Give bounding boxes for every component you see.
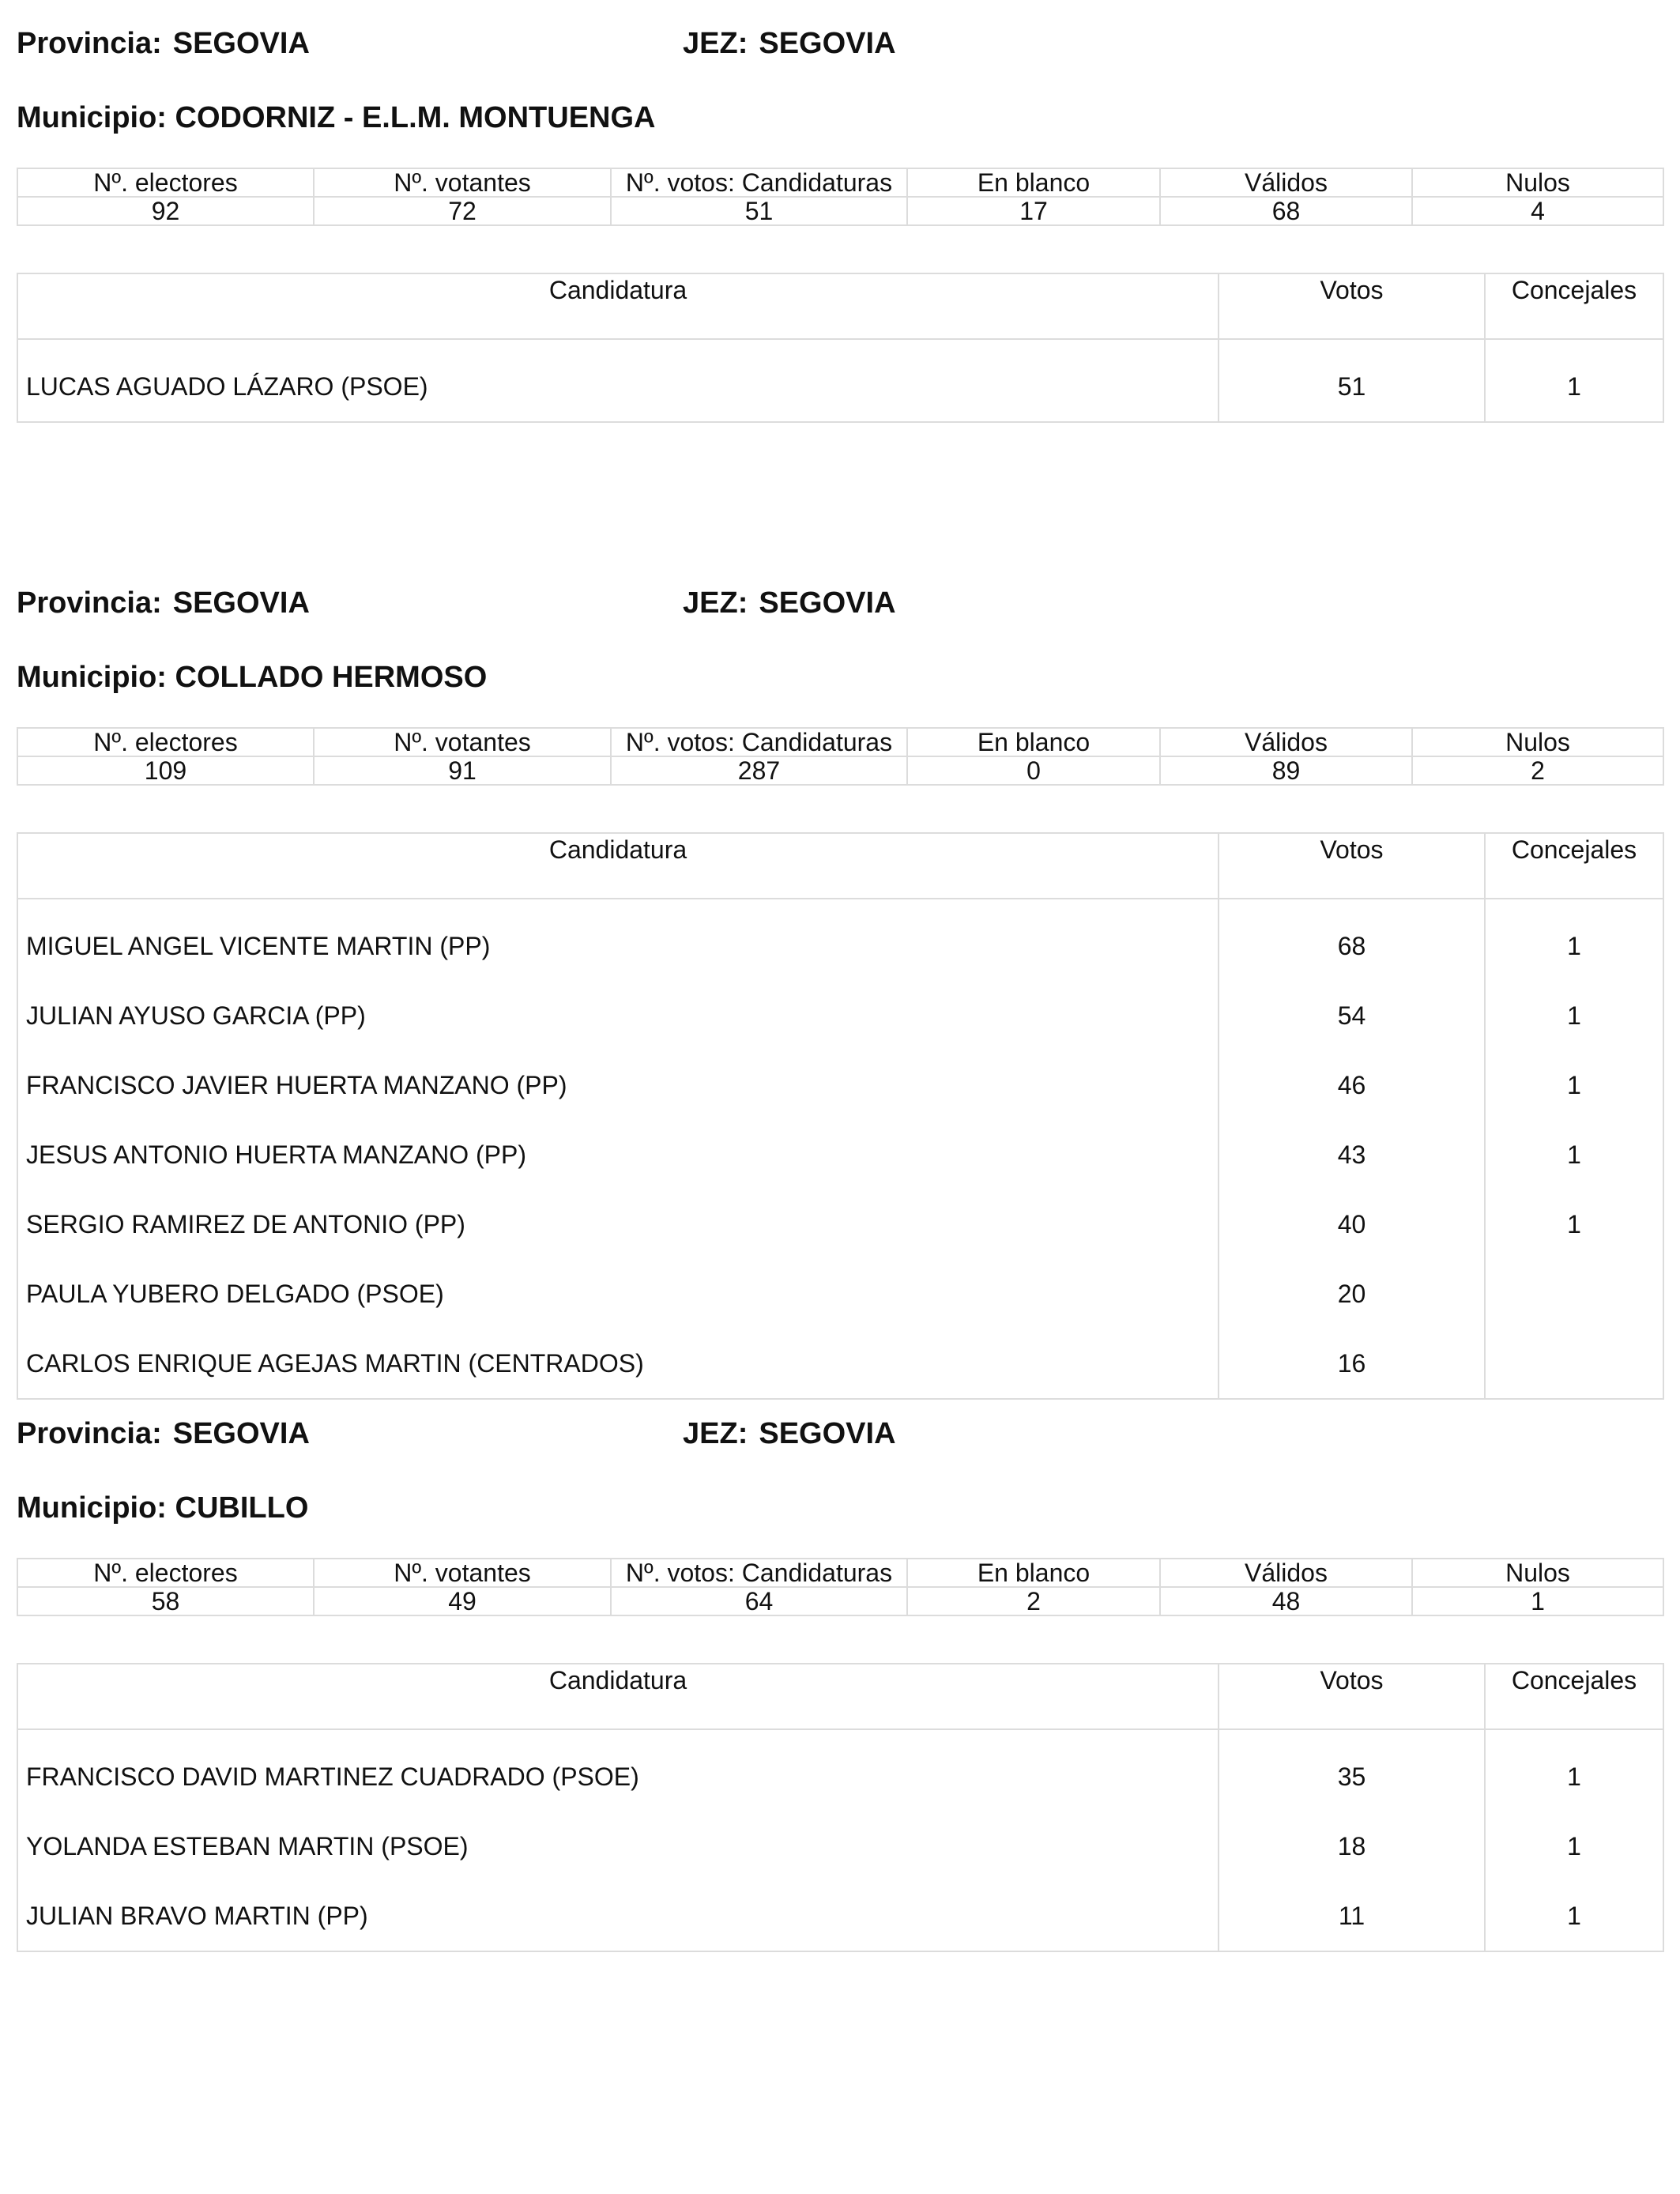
summary-electores: 58 [17, 1587, 314, 1615]
summary-header-electores: Nº. electores [17, 168, 314, 197]
candidate-votos: 54 [1219, 981, 1485, 1050]
summary-header-electores: Nº. electores [17, 1559, 314, 1587]
summary-header-nulos: Nulos [1412, 1559, 1663, 1587]
candidate-row [17, 1729, 1663, 1811]
jez-value: SEGOVIA [759, 27, 896, 60]
candidate-name: JESUS ANTONIO HUERTA MANZANO (PP) [17, 1120, 1219, 1189]
summary-header-votantes: Nº. votantes [314, 728, 611, 756]
provincia-label: Provincia: [17, 27, 162, 60]
summary-nulos: 1 [1412, 1587, 1663, 1615]
summary-header-row [17, 168, 1663, 197]
municipio-value: CODORNIZ - E.L.M. MONTUENGA [175, 101, 656, 134]
summary-header-row [17, 1559, 1663, 1587]
summary-votantes: 49 [314, 1587, 611, 1615]
summary-table [17, 727, 1664, 786]
candidates-table [17, 1663, 1664, 1952]
summary-header-votos-candidaturas: Nº. votos: Candidaturas [611, 168, 907, 197]
header-concejales: Concejales [1485, 1664, 1663, 1729]
provincia-value: SEGOVIA [172, 27, 310, 60]
municipio-label: Municipio: [17, 1491, 167, 1525]
jez-value: SEGOVIA [759, 586, 896, 620]
candidate-votos: 46 [1219, 1050, 1485, 1120]
jez-line [683, 28, 896, 58]
candidate-row [17, 899, 1663, 981]
summary-header-validos: Válidos [1160, 168, 1412, 197]
candidate-row [17, 1050, 1663, 1120]
candidates-table [17, 273, 1664, 423]
candidate-concejales: 1 [1485, 339, 1663, 422]
summary-votos-candidaturas: 287 [611, 756, 907, 785]
candidate-concejales: 1 [1485, 1120, 1663, 1189]
candidate-row [17, 1120, 1663, 1189]
jez-label: JEZ: [683, 586, 748, 620]
candidate-votos: 68 [1219, 899, 1485, 981]
candidate-votos: 16 [1219, 1329, 1485, 1399]
jez-line [683, 588, 896, 618]
candidate-name: SERGIO RAMIREZ DE ANTONIO (PP) [17, 1189, 1219, 1259]
header-candidatura: Candidatura [17, 1664, 1219, 1729]
provincia-line [17, 28, 310, 58]
candidate-votos: 35 [1219, 1729, 1485, 1811]
summary-votantes: 91 [314, 756, 611, 785]
candidate-name: PAULA YUBERO DELGADO (PSOE) [17, 1259, 1219, 1329]
summary-validos: 48 [1160, 1587, 1412, 1615]
provincia-line [17, 588, 310, 618]
candidate-row [17, 339, 1663, 422]
header-votos: Votos [1219, 1664, 1485, 1729]
candidate-name: FRANCISCO DAVID MARTINEZ CUADRADO (PSOE) [17, 1729, 1219, 1811]
summary-header-votantes: Nº. votantes [314, 168, 611, 197]
municipio-value: COLLADO HERMOSO [175, 661, 488, 694]
candidate-row [17, 1881, 1663, 1951]
summary-table [17, 1558, 1664, 1616]
summary-electores: 92 [17, 197, 314, 225]
municipio-section [17, 1419, 1663, 1940]
summary-header-en-blanco: En blanco [907, 728, 1160, 756]
provincia-label: Provincia: [17, 1417, 162, 1450]
summary-header-en-blanco: En blanco [907, 168, 1160, 197]
candidate-row [17, 1329, 1663, 1399]
candidate-votos: 20 [1219, 1259, 1485, 1329]
summary-en-blanco: 17 [907, 197, 1160, 225]
summary-electores: 109 [17, 756, 314, 785]
candidate-name: YOLANDA ESTEBAN MARTIN (PSOE) [17, 1811, 1219, 1881]
candidates-header-row [17, 1664, 1663, 1729]
municipio-line [17, 103, 656, 133]
candidate-name: MIGUEL ANGEL VICENTE MARTIN (PP) [17, 899, 1219, 981]
summary-header-electores: Nº. electores [17, 728, 314, 756]
municipio-value: CUBILLO [175, 1491, 309, 1525]
candidate-name: FRANCISCO JAVIER HUERTA MANZANO (PP) [17, 1050, 1219, 1120]
candidate-name: CARLOS ENRIQUE AGEJAS MARTIN (CENTRADOS) [17, 1329, 1219, 1399]
candidate-concejales: 1 [1485, 899, 1663, 981]
candidate-concejales: 1 [1485, 1729, 1663, 1811]
summary-nulos: 4 [1412, 197, 1663, 225]
header-concejales: Concejales [1485, 273, 1663, 339]
summary-header-row [17, 728, 1663, 756]
candidates-table [17, 832, 1664, 1400]
summary-header-votantes: Nº. votantes [314, 1559, 611, 1587]
candidate-votos: 11 [1219, 1881, 1485, 1951]
summary-header-nulos: Nulos [1412, 168, 1663, 197]
summary-nulos: 2 [1412, 756, 1663, 785]
municipio-line [17, 1493, 308, 1523]
candidate-concejales: 1 [1485, 1050, 1663, 1120]
candidate-concejales: 1 [1485, 981, 1663, 1050]
summary-votos-candidaturas: 64 [611, 1587, 907, 1615]
header-candidatura: Candidatura [17, 273, 1219, 339]
summary-header-validos: Válidos [1160, 728, 1412, 756]
candidate-row [17, 1189, 1663, 1259]
summary-value-row [17, 756, 1663, 785]
candidate-name: LUCAS AGUADO LÁZARO (PSOE) [17, 339, 1219, 422]
candidates-header-row [17, 833, 1663, 899]
candidate-name: JULIAN BRAVO MARTIN (PP) [17, 1881, 1219, 1951]
municipio-section [17, 28, 1663, 408]
jez-value: SEGOVIA [759, 1417, 896, 1450]
candidate-row [17, 1259, 1663, 1329]
candidate-row [17, 1811, 1663, 1881]
summary-validos: 89 [1160, 756, 1412, 785]
summary-value-row [17, 197, 1663, 225]
summary-table [17, 168, 1664, 226]
summary-value-row [17, 1587, 1663, 1615]
summary-header-votos-candidaturas: Nº. votos: Candidaturas [611, 1559, 907, 1587]
header-votos: Votos [1219, 833, 1485, 899]
provincia-label: Provincia: [17, 586, 162, 620]
candidate-votos: 40 [1219, 1189, 1485, 1259]
header-votos: Votos [1219, 273, 1485, 339]
candidate-votos: 51 [1219, 339, 1485, 422]
municipio-label: Municipio: [17, 101, 167, 134]
provincia-line [17, 1419, 310, 1449]
provincia-value: SEGOVIA [172, 586, 310, 620]
header-candidatura: Candidatura [17, 833, 1219, 899]
candidate-concejales [1485, 1329, 1663, 1399]
municipio-label: Municipio: [17, 661, 167, 694]
candidate-concejales: 1 [1485, 1811, 1663, 1881]
provincia-value: SEGOVIA [172, 1417, 310, 1450]
header-concejales: Concejales [1485, 833, 1663, 899]
summary-en-blanco: 2 [907, 1587, 1160, 1615]
jez-label: JEZ: [683, 1417, 748, 1450]
summary-votantes: 72 [314, 197, 611, 225]
jez-label: JEZ: [683, 27, 748, 60]
jez-line [683, 1419, 896, 1449]
summary-header-nulos: Nulos [1412, 728, 1663, 756]
summary-validos: 68 [1160, 197, 1412, 225]
summary-header-votos-candidaturas: Nº. votos: Candidaturas [611, 728, 907, 756]
summary-en-blanco: 0 [907, 756, 1160, 785]
summary-votos-candidaturas: 51 [611, 197, 907, 225]
candidate-concejales: 1 [1485, 1881, 1663, 1951]
summary-header-validos: Válidos [1160, 1559, 1412, 1587]
candidate-name: JULIAN AYUSO GARCIA (PP) [17, 981, 1219, 1050]
candidate-concejales [1485, 1259, 1663, 1329]
candidate-concejales: 1 [1485, 1189, 1663, 1259]
candidate-votos: 18 [1219, 1811, 1485, 1881]
candidate-votos: 43 [1219, 1120, 1485, 1189]
summary-header-en-blanco: En blanco [907, 1559, 1160, 1587]
municipio-line [17, 662, 487, 692]
candidate-row [17, 981, 1663, 1050]
municipio-section [17, 586, 1663, 1378]
candidates-header-row [17, 273, 1663, 339]
